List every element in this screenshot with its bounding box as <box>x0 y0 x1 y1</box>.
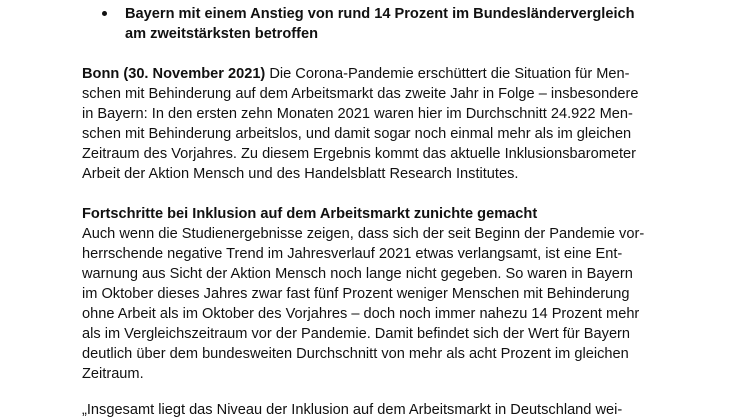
intro-line: schen mit Behinderung auf dem Arbeitsmarkt das zweite Jahr in Folge – insbesondere <box>82 86 639 102</box>
bullet-dot-icon <box>102 11 107 16</box>
section-line: deutlich über dem bundesweiten Durchschnitt von mehr als acht Prozent im gleichen <box>82 346 629 362</box>
section-line: im Oktober dieses Jahres zwar fast fünf Prozent weniger Menschen mit Behinderung <box>82 286 630 302</box>
section-line: Auch wenn die Studienergebnisse zeigen, dass sich der seit Beginn der Pandemie vor- <box>82 226 645 242</box>
section-heading: Fortschritte bei Inklusion auf dem Arbeitsmarkt zunichte gemacht <box>82 206 538 222</box>
summary-bullet-list <box>100 4 660 44</box>
section-line: als im Vergleichszeitraum vor der Pandemie. Damit befindet sich der Wert für Bayern <box>82 326 631 342</box>
dateline: Bonn (30. November 2021) <box>82 66 266 82</box>
intro-first-line <box>82 64 667 84</box>
quote-paragraph <box>82 400 667 419</box>
intro-line: schen mit Behinderung arbeitslos, und damit sogar noch einmal mehr als im gleichen <box>82 126 632 142</box>
bullet-line: am zweitstärksten betroffen <box>125 26 319 42</box>
quote-line: „Insgesamt liegt das Niveau der Inklusion auf dem Arbeitsmarkt in Deutschland wei- <box>82 402 623 418</box>
bullet-line: Bayern mit einem Anstieg von rund 14 Prozent im Bundesländervergleich <box>125 6 635 22</box>
section-line: herrschende negative Trend im Jahresverlauf 2021 etwas verlangsamt, ist eine Ent- <box>82 246 623 262</box>
summary-bullet-item <box>100 4 660 44</box>
intro-line: Arbeit der Aktion Mensch und des Handelsblatt Research Institutes. <box>82 166 519 182</box>
intro-first-line-text: Die Corona-Pandemie erschüttert die Situation für Men- <box>265 66 630 82</box>
intro-line: Zeitraum des Vorjahres. Zu diesem Ergebnis kommt das aktuelle Inklusionsbarometer <box>82 146 636 162</box>
section-line: warnung aus Sicht der Aktion Mensch noch lange nicht gegeben. So waren in Bayern <box>82 266 633 282</box>
intro-line: in Bayern: In den ersten zehn Monaten 2021 waren hier im Durchschnitt 24.922 Men- <box>82 106 633 122</box>
section-block <box>82 204 667 384</box>
section-line: Zeitraum. <box>82 366 144 382</box>
section-line: ohne Arbeit als im Oktober des Vorjahres – doch noch immer nahezu 14 Prozent mehr <box>82 306 640 322</box>
intro-paragraph <box>82 64 667 184</box>
